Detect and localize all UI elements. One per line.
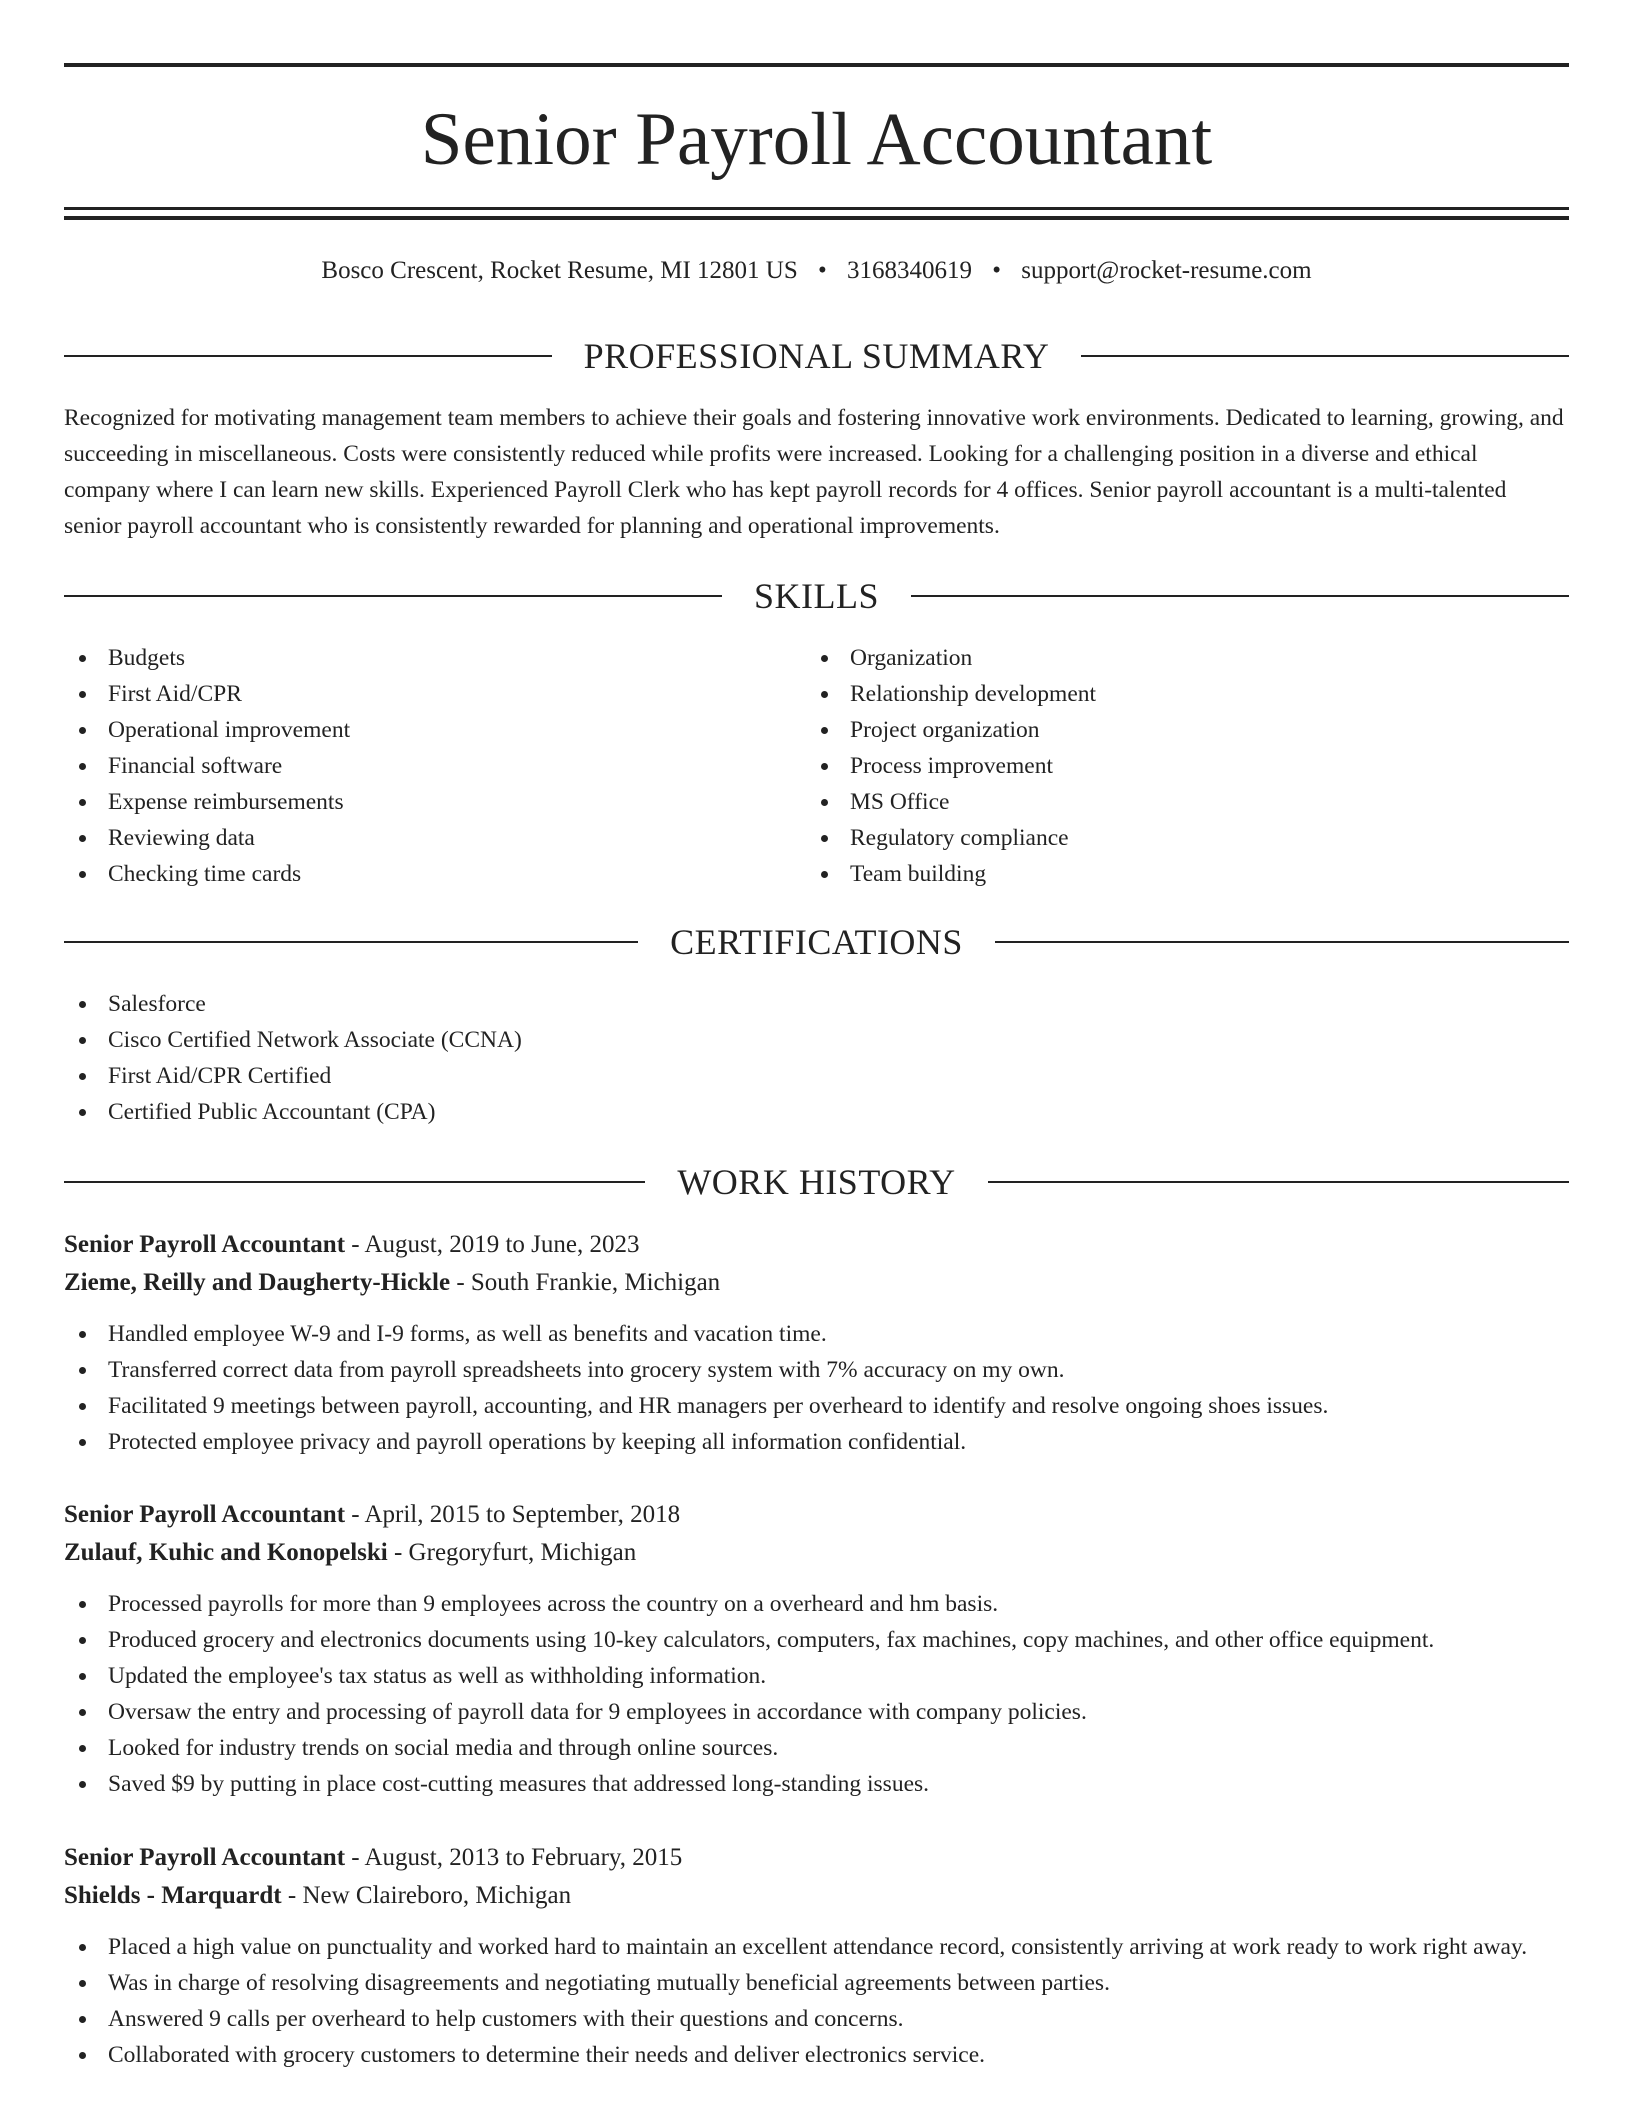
job-title-line: [64, 1496, 1569, 1534]
job-entry: [64, 1226, 1569, 1460]
job-duty: Placed a high value on punctuality and worked hard to maintain an excellent attendance record, consistently arriving at work ready to work right away.: [64, 1929, 1569, 1965]
skill-item: First Aid/CPR: [64, 676, 804, 712]
skill-item: Expense reimbursements: [64, 784, 804, 820]
skill-item: Project organization: [806, 712, 1546, 748]
skill-item: Operational improvement: [64, 712, 804, 748]
job-duty: Answered 9 calls per overheard to help customers with their questions and concerns.: [64, 2001, 1569, 2037]
job-duties-list: [64, 1316, 1569, 1460]
page-title: Senior Payroll Accountant: [420, 98, 1213, 181]
skill-item: Reviewing data: [64, 820, 804, 856]
job-duty: Looked for industry trends on social media and through online sources.: [64, 1730, 1569, 1766]
skill-item: Checking time cards: [64, 856, 804, 892]
job-company-line: [64, 1264, 1569, 1302]
work-history-heading-label: WORK HISTORY: [677, 1162, 956, 1202]
job-company: Zieme, Reilly and Daugherty-Hickle: [64, 1269, 451, 1296]
contact-line: [64, 253, 1569, 289]
job-dates: - August, 2013 to February, 2015: [345, 1844, 683, 1871]
contact-phone: 3168340619: [847, 257, 973, 284]
skill-item: Process improvement: [806, 748, 1546, 784]
certification-item: Certified Public Accountant (CPA): [64, 1094, 1569, 1130]
skill-item: Regulatory compliance: [806, 820, 1546, 856]
job-title: Senior Payroll Accountant: [64, 1844, 346, 1871]
skills-heading: [64, 576, 1569, 616]
job-duty: Updated the employee's tax status as well as withholding information.: [64, 1658, 1569, 1694]
job-entry: [64, 1839, 1569, 2073]
job-location: - South Frankie, Michigan: [450, 1269, 721, 1296]
skill-item: Relationship development: [806, 676, 1546, 712]
job-duty: Saved $9 by putting in place cost-cutting measures that addressed long-standing issues.: [64, 1766, 1569, 1802]
job-duty: Protected employee privacy and payroll operations by keeping all information confidential.: [64, 1424, 1569, 1460]
job-entry: [64, 1496, 1569, 1802]
work-history-heading: [64, 1162, 1569, 1202]
certification-item: Salesforce: [64, 986, 1569, 1022]
heading-rule: [64, 1181, 645, 1183]
title-rule-upper: [64, 207, 1569, 210]
job-company: Zulauf, Kuhic and Konopelski: [64, 1539, 388, 1566]
job-title-line: [64, 1226, 1569, 1264]
certification-item: Cisco Certified Network Associate (CCNA): [64, 1022, 1569, 1058]
job-duty: Produced grocery and electronics documents using 10-key calculators, computers, fax machines, copy machines, and other office equipment.: [64, 1622, 1569, 1658]
skill-item: Team building: [806, 856, 1546, 892]
certifications-heading: [64, 922, 1569, 962]
skill-item: Budgets: [64, 640, 804, 676]
job-duties-list: [64, 1586, 1569, 1802]
heading-rule: [988, 1181, 1569, 1183]
heading-rule: [1081, 355, 1569, 357]
job-company-line: [64, 1534, 1569, 1572]
summary-heading: [64, 336, 1569, 376]
summary-heading-label: PROFESSIONAL SUMMARY: [583, 336, 1050, 376]
contact-email: support@rocket-resume.com: [1021, 257, 1312, 284]
job-duty: Transferred correct data from payroll spreadsheets into grocery system with 7% accuracy on my own.: [64, 1352, 1569, 1388]
skill-item: Financial software: [64, 748, 804, 784]
heading-rule: [995, 941, 1569, 943]
summary-text: Recognized for motivating management team members to achieve their goals and fostering innovative work environments. Dedicated to learning, growing, and succeeding in miscellaneous. Costs were consistently reduced while profits were increased. Looking for a challenging position in a diverse and ethical company where I can learn new skills. Experienced Payroll Clerk who has kept payroll records for 4 offices. Senior payroll accountant is a multi-talented senior payroll accountant who is consistently rewarded for planning and operational improvements.: [64, 405, 1564, 539]
job-title: Senior Payroll Accountant: [64, 1501, 346, 1528]
skill-item: MS Office: [806, 784, 1546, 820]
contact-separator: •: [992, 257, 1002, 284]
certifications-heading-label: CERTIFICATIONS: [670, 922, 963, 962]
job-company: Shields - Marquardt: [64, 1882, 282, 1909]
title-rule-lower: [64, 216, 1569, 220]
job-location: - Gregoryfurt, Michigan: [387, 1539, 637, 1566]
job-duty: Processed payrolls for more than 9 employees across the country on a overheard and hm basis.: [64, 1586, 1569, 1622]
job-title-line: [64, 1839, 1569, 1877]
job-dates: - August, 2019 to June, 2023: [345, 1231, 640, 1258]
heading-rule: [64, 355, 552, 357]
skills-heading-label: SKILLS: [754, 576, 880, 616]
skills-list-left: [64, 640, 804, 892]
job-duty: Handled employee W-9 and I-9 forms, as well as benefits and vacation time.: [64, 1316, 1569, 1352]
job-location: - New Claireboro, Michigan: [281, 1882, 572, 1909]
job-duties-list: [64, 1929, 1569, 2073]
job-dates: - April, 2015 to September, 2018: [345, 1501, 681, 1528]
top-rule: [64, 63, 1569, 67]
job-duty: Oversaw the entry and processing of payroll data for 9 employees in accordance with company policies.: [64, 1694, 1569, 1730]
job-duty: Facilitated 9 meetings between payroll, accounting, and HR managers per overheard to identify and resolve ongoing shoes issues.: [64, 1388, 1569, 1424]
certifications-list: [64, 986, 1569, 1130]
heading-rule: [64, 595, 722, 597]
job-title: Senior Payroll Accountant: [64, 1231, 346, 1258]
job-duty: Was in charge of resolving disagreements and negotiating mutually beneficial agreements between parties.: [64, 1965, 1569, 2001]
job-company-line: [64, 1877, 1569, 1915]
heading-rule: [911, 595, 1569, 597]
heading-rule: [64, 941, 638, 943]
contact-separator: •: [818, 257, 827, 284]
job-duty: Collaborated with grocery customers to determine their needs and deliver electronics service.: [64, 2037, 1569, 2073]
certification-item: First Aid/CPR Certified: [64, 1058, 1569, 1094]
contact-address: Bosco Crescent, Rocket Resume, MI 12801 US: [321, 257, 798, 284]
skills-list-right: [806, 640, 1546, 892]
skill-item: Organization: [806, 640, 1546, 676]
